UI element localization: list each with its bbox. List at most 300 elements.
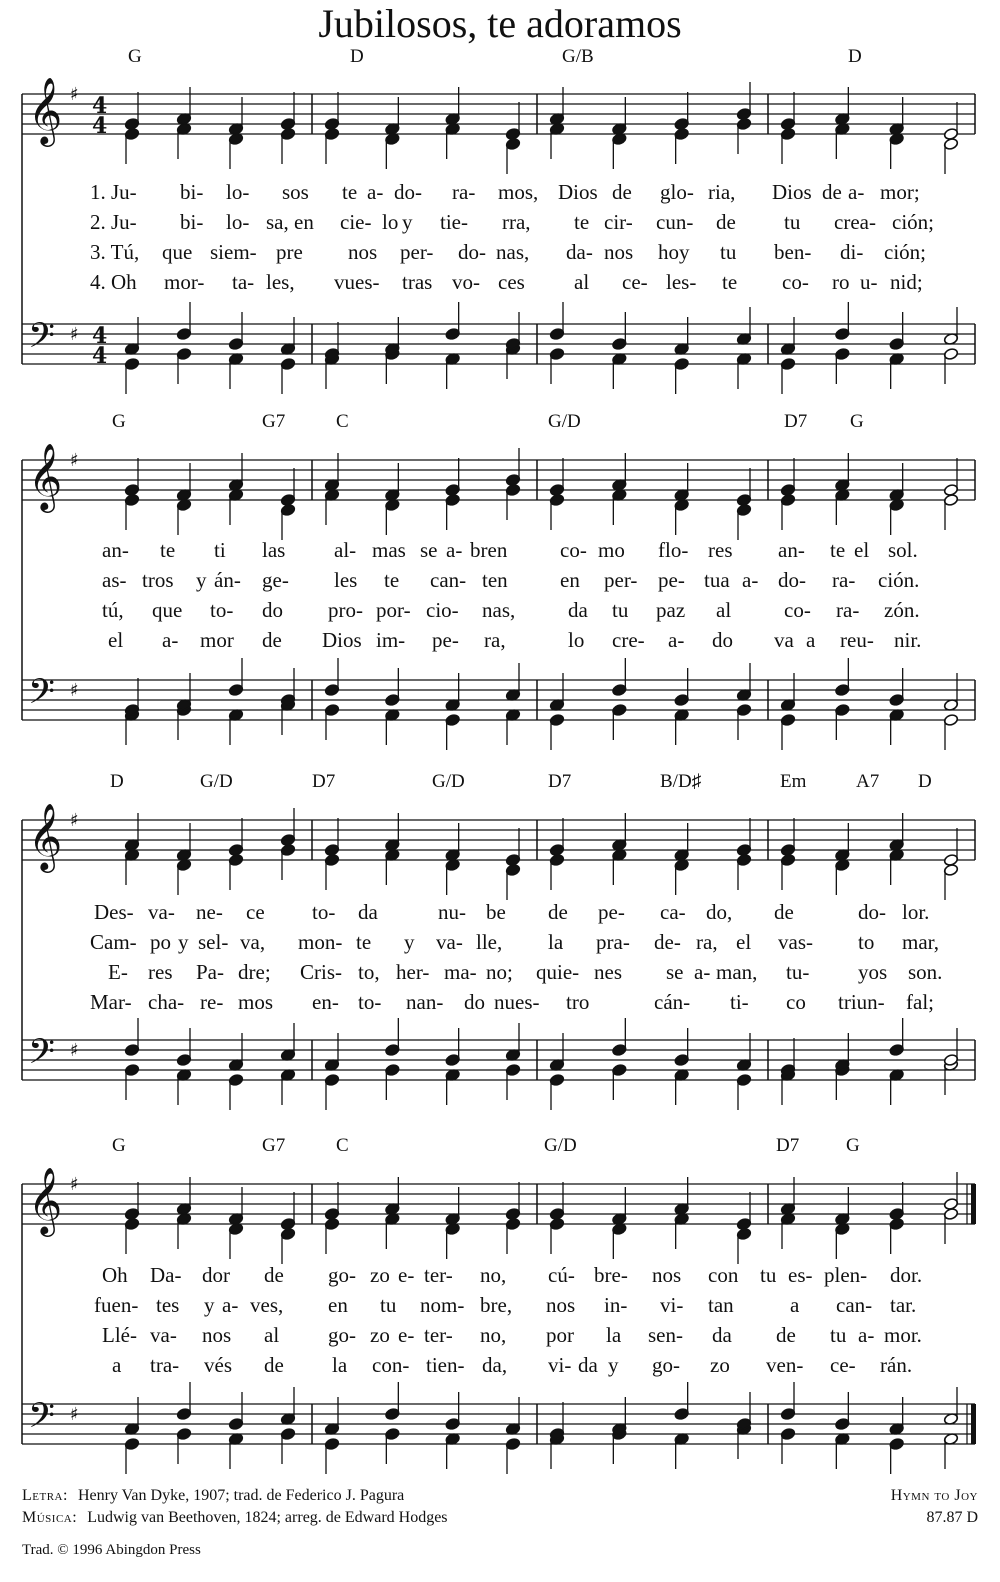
lyric-syllable: nos [652, 1263, 682, 1287]
lyric-syllable: 4. Oh [90, 270, 137, 294]
lyric-syllable: ra- [832, 568, 856, 592]
lyric-syllable: el [854, 538, 870, 562]
lyric-syllable: tar. [890, 1293, 917, 1317]
lyric-syllable: go- [328, 1323, 356, 1347]
lyric-syllable: re- [200, 990, 224, 1014]
lyric-syllable: lo- [226, 180, 250, 204]
lyric-syllable: Mar- [90, 990, 132, 1014]
lyric-syllable: de [264, 1263, 284, 1287]
lyric-syllable: sol. [888, 538, 918, 562]
lyric-syllable: dor. [890, 1263, 923, 1287]
chord-symbol: G [128, 46, 142, 67]
lyric-syllable: nom- [420, 1293, 465, 1317]
chord-symbol: A7 [856, 771, 880, 792]
lyric-syllable: pro- [328, 598, 363, 622]
lyric-syllable: que [162, 240, 193, 264]
bass-clef-icon: 𝄢 [28, 315, 56, 364]
lyric-syllable: Oh [102, 1263, 128, 1287]
lyric-syllable: es- [788, 1263, 813, 1287]
lyric-syllable: quie- [536, 960, 580, 984]
lyric-syllable: u- [860, 270, 878, 294]
lyric-syllable: ne- [196, 900, 223, 924]
lyric-syllable: tú, [102, 598, 124, 622]
lyric-syllable: man, [716, 960, 758, 984]
lyric-syllable: va, [240, 930, 266, 954]
time-signature-bottom: 4 [92, 343, 108, 369]
final-barline-thick [971, 1404, 976, 1444]
lyric-syllable: to- [312, 900, 336, 924]
chord-symbol: D7 [312, 771, 336, 792]
footer-text-credit [22, 1486, 404, 1506]
lyric-syllable: ce- [830, 1353, 856, 1377]
lyric-syllable: te [160, 538, 176, 562]
bass-clef-icon: 𝄢 [28, 1395, 56, 1444]
bass-clef-icon: 𝄢 [28, 1031, 56, 1080]
lyric-syllable: cun- [656, 210, 694, 234]
lyric-syllable: nir. [894, 628, 922, 652]
lyric-syllable: do- [778, 568, 806, 592]
chord-symbol: G/B [562, 46, 594, 67]
lyric-syllable: sel- [198, 930, 229, 954]
lyric-syllable: to- [210, 598, 234, 622]
chord-symbol: G [850, 411, 864, 432]
lyric-syllable: in- [604, 1293, 628, 1317]
lyric-syllable: mor; [880, 180, 920, 204]
lyric-syllable: rra, [502, 210, 531, 234]
treble-clef-icon: 𝄞 [28, 1166, 63, 1234]
lyric-syllable: mon- [298, 930, 343, 954]
lyric-syllable: a- [742, 568, 759, 592]
lyric-syllable: nes [594, 960, 622, 984]
lyric-syllable: de [822, 180, 842, 204]
lyric-syllable: to [858, 930, 875, 954]
lyric-syllable: da [712, 1323, 732, 1347]
lyric-syllable: se [420, 538, 438, 562]
lyric-syllable: glo- [660, 180, 694, 204]
music-credit: Ludwig van Beethoven, 1824; arreg. de Edward Hodges [87, 1509, 448, 1526]
lyric-syllable: al [716, 598, 732, 622]
sharp-icon: ♯ [70, 324, 79, 345]
lyric-syllable: va- [150, 1323, 177, 1347]
chord-symbol: D7 [776, 1135, 800, 1156]
chord-symbol: G/D [432, 771, 465, 792]
lyric-syllable: en [328, 1293, 348, 1317]
lyric-syllable: nues- [494, 990, 540, 1014]
lyric-syllable: a- [848, 180, 865, 204]
lyric-syllable: plen- [824, 1263, 868, 1287]
lyric-syllable: dre; [238, 960, 271, 984]
lyric-syllable: bre, [480, 1293, 513, 1317]
lyric-syllable: cir- [604, 210, 633, 234]
lyric-syllable: tie- [440, 210, 468, 234]
lyric-syllable: ra- [836, 598, 860, 622]
lyric-syllable: Da- [150, 1263, 182, 1287]
lyric-syllable: 3. Tú, [90, 240, 140, 264]
lyric-syllable: ro [832, 270, 850, 294]
lyric-syllable: y [196, 568, 207, 592]
text-credit-label: Letra: [22, 1487, 68, 1504]
lyric-syllable: di- [840, 240, 864, 264]
lyric-syllable: a- [694, 960, 711, 984]
lyric-syllable: cre- [612, 628, 645, 652]
lyric-syllable: flo- [658, 538, 689, 562]
footer-music-credit [22, 1508, 448, 1528]
lyric-syllable: tro [566, 990, 590, 1014]
lyric-syllable: por [546, 1323, 574, 1347]
lyric-syllable: de [774, 900, 794, 924]
lyric-syllable: ce [246, 900, 265, 924]
lyric-syllable: Dios [322, 628, 362, 652]
lyric-syllable: de [716, 210, 736, 234]
lyric-syllable: con- [372, 1353, 410, 1377]
lyric-syllable: go- [328, 1263, 356, 1287]
final-barline-thick [971, 1184, 976, 1224]
lyric-syllable: nid; [890, 270, 923, 294]
lyric-syllable: tien- [426, 1353, 465, 1377]
lyric-syllable: de [776, 1323, 796, 1347]
lyric-syllable: cú- [548, 1263, 575, 1287]
lyric-syllable: nas, [496, 240, 530, 264]
sharp-icon: ♯ [70, 1040, 79, 1061]
lyric-syllable: can- [430, 568, 467, 592]
lyric-syllable: va- [436, 930, 463, 954]
lyric-syllable: ción. [878, 568, 920, 592]
lyric-syllable: res [148, 960, 173, 984]
lyric-syllable: al [574, 270, 590, 294]
lyric-syllable: la [548, 930, 564, 954]
lyric-syllable: no; [486, 960, 513, 984]
treble-clef-icon: 𝄞 [28, 442, 63, 510]
lyric-syllable: ción; [884, 240, 926, 264]
lyric-syllable: vés [204, 1353, 232, 1377]
lyric-syllable: mo [598, 538, 625, 562]
lyric-syllable: ca- [660, 900, 686, 924]
music-credit-label: Música: [22, 1509, 78, 1526]
lyric-syllable: an- [102, 538, 129, 562]
lyric-syllable: mos, [498, 180, 539, 204]
chord-symbol: G [112, 1135, 126, 1156]
chord-symbol: G7 [262, 1135, 286, 1156]
lyric-syllable: to, [358, 960, 380, 984]
lyric-syllable: bi- [180, 210, 204, 234]
lyric-syllable: an- [778, 538, 805, 562]
lyric-syllable: pe- [432, 628, 459, 652]
lyric-syllable: reu- [840, 628, 874, 652]
lyric-syllable: lo [382, 210, 399, 234]
lyric-syllable: ción; [892, 210, 934, 234]
lyric-syllable: da [568, 598, 588, 622]
lyric-syllable: que [152, 598, 183, 622]
chord-symbol: C [336, 411, 349, 432]
lyric-syllable: y [178, 930, 189, 954]
lyric-syllable: da [358, 900, 378, 924]
lyric-syllable: E- [108, 960, 128, 984]
lyric-syllable: tan [708, 1293, 734, 1317]
lyric-syllable: pra- [596, 930, 630, 954]
lyric-syllable: ben- [774, 240, 812, 264]
lyric-syllable: ria, [708, 180, 736, 204]
lyric-syllable: im- [376, 628, 406, 652]
lyric-syllable: nan- [406, 990, 444, 1014]
lyric-syllable: nas, [482, 598, 516, 622]
treble-clef-icon: 𝄞 [28, 76, 63, 144]
lyric-syllable: nos [546, 1293, 576, 1317]
lyric-syllable: zo [370, 1263, 390, 1287]
lyric-syllable: a [790, 1293, 800, 1317]
lyric-syllable: nos [202, 1323, 232, 1347]
lyric-syllable: tra- [150, 1353, 180, 1377]
lyric-syllable: ra, [696, 930, 718, 954]
lyric-syllable: les, [266, 270, 295, 294]
chord-symbol: D [848, 46, 862, 67]
lyric-syllable: triun- [838, 990, 885, 1014]
lyric-syllable: tros [142, 568, 174, 592]
lyric-syllable: co- [784, 598, 811, 622]
chord-symbol: G [846, 1135, 860, 1156]
lyric-syllable: a- [858, 1323, 875, 1347]
lyric-syllable: co [786, 990, 806, 1014]
lyric-syllable: mos [238, 990, 274, 1014]
lyric-syllable: sen- [648, 1323, 683, 1347]
lyric-syllable: res [708, 538, 733, 562]
lyric-syllable: a [806, 628, 816, 652]
lyric-syllable: as- [102, 568, 127, 592]
lyric-syllable: fuen- [94, 1293, 139, 1317]
chord-symbol: D7 [548, 771, 572, 792]
lyric-syllable: se [666, 960, 684, 984]
lyric-syllable: cha- [148, 990, 185, 1014]
lyric-syllable: fal; [906, 990, 934, 1014]
chord-symbol: D [350, 46, 364, 67]
lyric-syllable: te [342, 180, 358, 204]
lyric-syllable: vo- [452, 270, 480, 294]
text-credit: Henry Van Dyke, 1907; trad. de Federico J. Pagura [77, 1487, 405, 1504]
lyric-syllable: cie- [340, 210, 372, 234]
lyric-syllable: a- [222, 1293, 239, 1317]
lyric-syllable: ge- [262, 568, 289, 592]
lyric-syllable: te [722, 270, 738, 294]
staff-notation [0, 1144, 1000, 1484]
lyric-syllable: can- [836, 1293, 873, 1317]
lyric-syllable: Des- [94, 900, 134, 924]
lyric-syllable: pe- [658, 568, 685, 592]
chord-symbol: B/D♯ [660, 771, 702, 792]
chord-symbol: C [336, 1135, 349, 1156]
meter: 87.87 D [926, 1509, 978, 1526]
lyric-syllable: nu- [438, 900, 466, 924]
lyric-syllable: les- [666, 270, 697, 294]
lyric-syllable: te [574, 210, 590, 234]
lyric-syllable: son. [908, 960, 943, 984]
lyric-syllable: tu [380, 1293, 397, 1317]
lyric-syllable: mor- [164, 270, 205, 294]
lyric-syllable: ves, [250, 1293, 284, 1317]
chord-symbol: G/D [544, 1135, 577, 1156]
lyric-syllable: nos [348, 240, 378, 264]
lyric-syllable: co- [782, 270, 809, 294]
lyric-syllable: ten [482, 568, 508, 592]
sharp-icon: ♯ [70, 1404, 79, 1425]
lyric-syllable: 2. Ju- [90, 210, 137, 234]
chord-symbol: D [918, 771, 932, 792]
lyric-syllable: va [774, 628, 794, 652]
lyric-syllable: mor. [884, 1323, 922, 1347]
lyric-syllable: ter- [424, 1263, 453, 1287]
lyric-syllable: ti [214, 538, 226, 562]
lyric-syllable: en- [312, 990, 339, 1014]
lyric-syllable: mar, [902, 930, 940, 954]
chord-symbol: G/D [548, 411, 581, 432]
staff-notation [0, 780, 1000, 1120]
lyric-syllable: Cam- [90, 930, 137, 954]
lyric-syllable: vues- [334, 270, 380, 294]
lyric-syllable: tu [760, 1263, 777, 1287]
lyric-syllable: Dios [558, 180, 598, 204]
lyric-syllable: da- [566, 240, 593, 264]
lyric-syllable: va- [148, 900, 175, 924]
staff-notation [0, 54, 1000, 404]
lyric-syllable: bre- [594, 1263, 628, 1287]
lyric-syllable: e- [398, 1323, 415, 1347]
lyric-syllable: les [334, 568, 358, 592]
lyric-syllable: do, [706, 900, 733, 924]
sharp-icon: ♯ [70, 1174, 79, 1195]
lyric-syllable: tu- [786, 960, 810, 984]
chord-symbol: D7 [784, 411, 808, 432]
lyric-syllable: da, [482, 1353, 508, 1377]
lyric-syllable: mor [200, 628, 234, 652]
lyric-syllable: pre [276, 240, 303, 264]
lyric-syllable: hoy [658, 240, 690, 264]
lyric-syllable: do- [858, 900, 886, 924]
lyric-syllable: ce- [622, 270, 648, 294]
lyric-syllable: mas [372, 538, 406, 562]
lyric-syllable: tua [704, 568, 730, 592]
lyric-syllable: cio- [426, 598, 459, 622]
lyric-syllable: vi- [660, 1293, 684, 1317]
bass-clef-icon: 𝄢 [28, 671, 56, 720]
lyric-syllable: no, [480, 1323, 507, 1347]
lyric-syllable: tu [612, 598, 629, 622]
lyric-syllable: co- [560, 538, 587, 562]
lyric-syllable: te [830, 538, 846, 562]
lyric-syllable: tras [402, 270, 433, 294]
lyric-syllable: al [264, 1323, 280, 1347]
lyric-syllable: zo [710, 1353, 730, 1377]
sharp-icon: ♯ [70, 810, 79, 831]
lyric-syllable: to- [358, 990, 382, 1014]
chord-symbol: Em [780, 771, 807, 792]
lyric-syllable: la [606, 1323, 622, 1347]
lyric-syllable: a- [668, 628, 685, 652]
time-signature-top: 4 [92, 93, 108, 119]
lyric-syllable: de [612, 180, 632, 204]
staff-notation [0, 420, 1000, 760]
lyric-syllable: bi- [180, 180, 204, 204]
lyric-syllable: y [608, 1353, 619, 1377]
lyric-syllable: zo [370, 1323, 390, 1347]
lyric-syllable: en [294, 210, 314, 234]
lyric-syllable: Llé- [102, 1323, 137, 1347]
lyric-syllable: lle, [476, 930, 503, 954]
lyric-syllable: pe- [598, 900, 625, 924]
lyric-syllable: da [578, 1353, 598, 1377]
lyric-syllable: cán- [654, 990, 691, 1014]
lyric-syllable: tu [784, 210, 801, 234]
lyric-syllable: no, [480, 1263, 507, 1287]
lyric-syllable: vas- [778, 930, 813, 954]
lyric-syllable: y [204, 1293, 215, 1317]
lyric-syllable: be [486, 900, 506, 924]
lyric-syllable: sos [282, 180, 309, 204]
lyric-syllable: vi- [548, 1353, 572, 1377]
treble-clef-icon: 𝄞 [28, 802, 63, 870]
lyric-syllable: a- [162, 628, 179, 652]
lyric-syllable: y [402, 210, 413, 234]
lyric-syllable: por- [376, 598, 411, 622]
lyric-syllable: per- [400, 240, 434, 264]
lyric-syllable: per- [604, 568, 638, 592]
sharp-icon: ♯ [70, 84, 79, 105]
lyric-syllable: a [112, 1353, 122, 1377]
lyric-syllable: yos [858, 960, 888, 984]
lyric-syllable: sa, [266, 210, 289, 234]
lyric-syllable: a- [446, 538, 463, 562]
lyric-syllable: do- [458, 240, 486, 264]
lyric-syllable: e- [398, 1263, 415, 1287]
lyric-syllable: siem- [210, 240, 257, 264]
lyric-syllable: dor [202, 1263, 230, 1287]
lyric-syllable: po [150, 930, 171, 954]
lyric-syllable: a- [367, 180, 384, 204]
lyric-syllable: án- [214, 568, 241, 592]
lyric-syllable: al- [334, 538, 357, 562]
lyric-syllable: ven- [766, 1353, 804, 1377]
lyric-syllable: Pa- [196, 960, 224, 984]
lyric-syllable: la [332, 1353, 348, 1377]
lyric-syllable: y [404, 930, 415, 954]
lyric-syllable: 1. Ju- [90, 180, 137, 204]
lyric-syllable: ti- [730, 990, 749, 1014]
lyric-syllable: lo [568, 628, 585, 652]
lyric-syllable: tes [156, 1293, 180, 1317]
sharp-icon: ♯ [70, 680, 79, 701]
lyric-syllable: con [708, 1263, 739, 1287]
chord-symbol: G7 [262, 411, 286, 432]
sharp-icon: ♯ [70, 450, 79, 471]
lyric-syllable: do [464, 990, 485, 1014]
lyric-syllable: nos [604, 240, 634, 264]
time-signature-bottom: 4 [92, 113, 108, 139]
chord-symbol: D [110, 771, 124, 792]
lyric-syllable: Dios [772, 180, 812, 204]
lyric-syllable: ra, [484, 628, 506, 652]
lyric-syllable: her- [396, 960, 430, 984]
lyric-syllable: crea- [834, 210, 876, 234]
lyric-syllable: do [262, 598, 283, 622]
lyric-syllable: de- [654, 930, 681, 954]
lyric-syllable: ces [498, 270, 525, 294]
hymn-title: Jubilosos, te adoramos [318, 1, 682, 46]
lyric-syllable: ra- [452, 180, 476, 204]
lyric-syllable: rán. [880, 1353, 913, 1377]
lyric-syllable: do- [394, 180, 422, 204]
lyric-syllable: lor. [902, 900, 930, 924]
lyric-syllable: paz [656, 598, 686, 622]
lyric-syllable: en [560, 568, 580, 592]
lyric-syllable: te [384, 568, 400, 592]
chord-symbol: G/D [200, 771, 233, 792]
